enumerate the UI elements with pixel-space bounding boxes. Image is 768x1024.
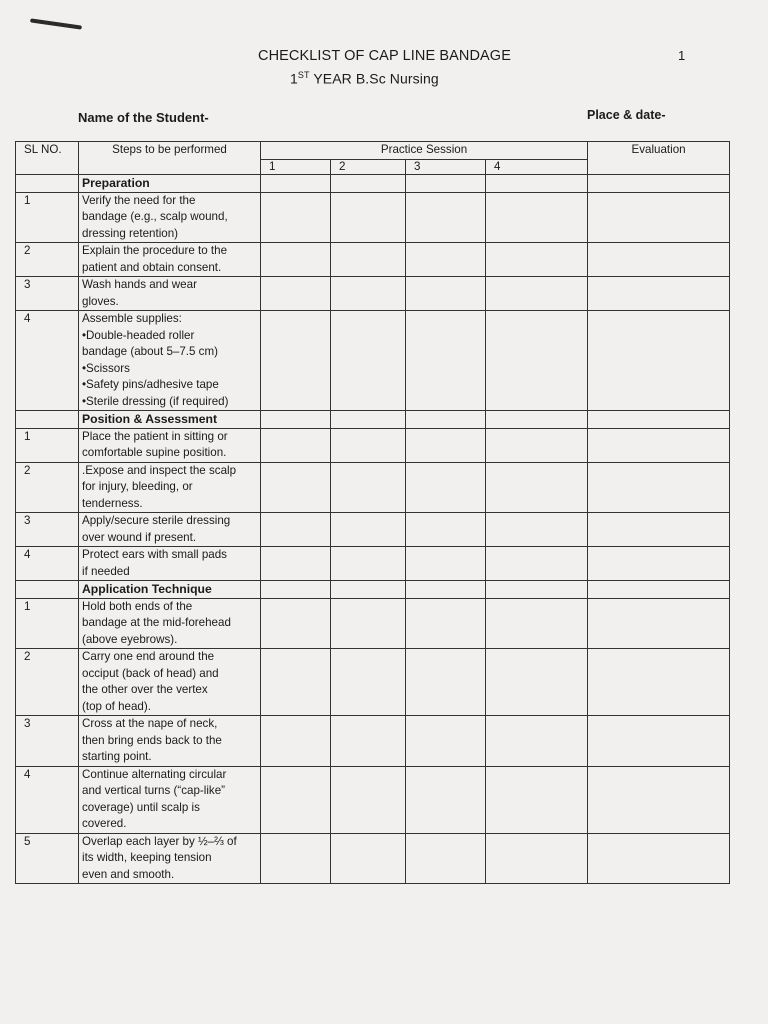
practice-cell[interactable] xyxy=(331,649,406,716)
step-text xyxy=(79,766,261,833)
step-line: Verify the need for the xyxy=(82,193,196,207)
practice-cell[interactable] xyxy=(261,833,331,884)
practice-cell[interactable] xyxy=(406,547,486,581)
step-line: comfortable supine position. xyxy=(82,446,227,459)
section-sl-cell xyxy=(16,411,79,429)
table-row xyxy=(16,547,730,581)
course-name: YEAR B.Sc Nursing xyxy=(309,70,439,87)
step-line: Apply/secure sterile dressing xyxy=(82,514,231,527)
practice-cell[interactable] xyxy=(486,833,588,884)
evaluation-cell[interactable] xyxy=(588,513,730,547)
practice-cell[interactable] xyxy=(331,513,406,547)
step-line: bandage (about 5–7.5 cm) xyxy=(82,345,219,358)
step-number: 3 xyxy=(16,716,79,767)
evaluation-cell[interactable] xyxy=(588,462,730,513)
practice-cell[interactable] xyxy=(406,513,486,547)
table-row xyxy=(16,766,730,833)
practice-cell[interactable] xyxy=(486,598,588,649)
session-4: 4 xyxy=(486,160,588,175)
evaluation-cell[interactable] xyxy=(588,277,730,311)
practice-cell[interactable] xyxy=(331,598,406,649)
step-line: •Scissors xyxy=(82,361,130,375)
step-text xyxy=(79,192,261,243)
practice-cell[interactable] xyxy=(261,192,331,243)
step-text xyxy=(79,277,261,311)
evaluation-cell[interactable] xyxy=(588,175,730,193)
step-line: Cross at the nape of neck, xyxy=(82,717,218,730)
table-row xyxy=(16,649,730,716)
practice-cell[interactable] xyxy=(261,243,331,277)
step-text xyxy=(79,428,261,462)
step-line: gloves. xyxy=(82,294,119,308)
practice-cell[interactable] xyxy=(261,277,331,311)
practice-cell[interactable] xyxy=(486,581,588,599)
practice-cell[interactable] xyxy=(406,277,486,311)
table-row xyxy=(16,243,730,277)
step-line: Continue alternating circular xyxy=(82,767,227,781)
step-text xyxy=(79,833,261,884)
step-line: tenderness. xyxy=(82,496,143,510)
practice-cell[interactable] xyxy=(261,462,331,513)
practice-cell[interactable] xyxy=(406,581,486,599)
checklist-table xyxy=(15,141,730,884)
pen-mark xyxy=(30,18,82,29)
practice-cell[interactable] xyxy=(331,462,406,513)
header-sl-no: SL NO. xyxy=(16,142,79,175)
place-date-label: Place & date- xyxy=(587,108,666,122)
table-row xyxy=(16,428,730,462)
practice-cell[interactable] xyxy=(486,175,588,193)
practice-cell[interactable] xyxy=(486,311,588,411)
practice-cell[interactable] xyxy=(486,716,588,767)
step-number: 1 xyxy=(16,192,79,243)
practice-cell[interactable] xyxy=(331,833,406,884)
practice-cell[interactable] xyxy=(261,649,331,716)
step-line: patient and obtain consent. xyxy=(82,260,222,274)
practice-cell[interactable] xyxy=(406,716,486,767)
practice-cell[interactable] xyxy=(261,175,331,193)
step-number: 1 xyxy=(16,428,79,462)
section-sl-cell xyxy=(16,175,79,193)
evaluation-cell[interactable] xyxy=(588,192,730,243)
practice-cell[interactable] xyxy=(486,547,588,581)
practice-cell[interactable] xyxy=(331,311,406,411)
practice-cell[interactable] xyxy=(261,311,331,411)
step-line: if needed xyxy=(82,564,130,578)
practice-cell[interactable] xyxy=(331,547,406,581)
evaluation-cell[interactable] xyxy=(588,243,730,277)
header-steps: Steps to be performed xyxy=(79,142,261,175)
year-number: 1 xyxy=(290,70,298,87)
step-line: (above eyebrows). xyxy=(82,632,178,646)
section-sl-cell xyxy=(16,581,79,599)
step-line: Explain the procedure to the xyxy=(82,244,228,257)
table-row xyxy=(16,513,730,547)
practice-cell[interactable] xyxy=(406,462,486,513)
header-row xyxy=(16,142,730,160)
practice-cell[interactable] xyxy=(406,766,486,833)
practice-cell[interactable] xyxy=(406,598,486,649)
session-2: 2 xyxy=(331,160,406,175)
table-row xyxy=(16,716,730,767)
practice-cell[interactable] xyxy=(486,192,588,243)
practice-cell[interactable] xyxy=(261,581,331,599)
step-line: Assemble supplies: xyxy=(82,312,182,325)
step-line: even and smooth. xyxy=(82,867,175,881)
step-line: Hold both ends of the xyxy=(82,599,193,613)
step-text xyxy=(79,311,261,411)
practice-cell[interactable] xyxy=(261,766,331,833)
step-line: •Safety pins/adhesive tape xyxy=(82,378,219,391)
step-line: and vertical turns (“cap-like” xyxy=(82,784,226,797)
practice-cell[interactable] xyxy=(331,243,406,277)
session-3: 3 xyxy=(406,160,486,175)
title-line-1: CHECKLIST OF CAP LINE BANDAGE xyxy=(258,48,511,64)
step-line: over wound if present. xyxy=(82,530,197,544)
step-text xyxy=(79,513,261,547)
step-line: for injury, bleeding, or xyxy=(82,480,193,493)
practice-cell[interactable] xyxy=(406,311,486,411)
evaluation-cell[interactable] xyxy=(588,547,730,581)
practice-cell[interactable] xyxy=(486,277,588,311)
practice-cell[interactable] xyxy=(406,428,486,462)
practice-cell[interactable] xyxy=(331,411,406,429)
step-number: 4 xyxy=(16,547,79,581)
practice-cell[interactable] xyxy=(331,428,406,462)
step-line: coverage) until scalp is xyxy=(82,800,200,814)
practice-cell[interactable] xyxy=(331,716,406,767)
practice-cell[interactable] xyxy=(406,175,486,193)
section-title: Position & Assessment xyxy=(79,411,261,429)
practice-cell[interactable] xyxy=(486,513,588,547)
step-line: •Sterile dressing (if required) xyxy=(82,394,229,408)
step-text xyxy=(79,716,261,767)
table-row xyxy=(16,462,730,513)
evaluation-cell[interactable] xyxy=(588,428,730,462)
section-row xyxy=(16,581,730,599)
step-number: 4 xyxy=(16,766,79,833)
practice-cell[interactable] xyxy=(406,411,486,429)
practice-cell[interactable] xyxy=(406,192,486,243)
practice-cell[interactable] xyxy=(261,411,331,429)
step-line: •Double-headed roller xyxy=(82,328,195,342)
practice-cell[interactable] xyxy=(406,649,486,716)
step-line: .Expose and inspect the scalp xyxy=(82,463,237,477)
step-line: Overlap each layer by ½–⅔ of xyxy=(82,834,237,848)
practice-cell[interactable] xyxy=(331,766,406,833)
step-number: 4 xyxy=(16,311,79,411)
evaluation-cell[interactable] xyxy=(588,716,730,767)
step-number: 2 xyxy=(16,462,79,513)
step-line: bandage at the mid-forehead xyxy=(82,616,231,629)
evaluation-cell[interactable] xyxy=(588,311,730,411)
step-line: the other over the vertex xyxy=(82,683,208,696)
practice-cell[interactable] xyxy=(261,547,331,581)
table-row xyxy=(16,311,730,411)
step-line: dressing retention) xyxy=(82,226,179,240)
practice-cell[interactable] xyxy=(261,598,331,649)
evaluation-cell[interactable] xyxy=(588,581,730,599)
step-number: 5 xyxy=(16,833,79,884)
practice-cell[interactable] xyxy=(486,766,588,833)
table-row xyxy=(16,192,730,243)
practice-cell[interactable] xyxy=(261,428,331,462)
step-text xyxy=(79,243,261,277)
practice-cell[interactable] xyxy=(486,428,588,462)
step-line: Carry one end around the xyxy=(82,650,215,663)
step-number: 1 xyxy=(16,598,79,649)
year-suffix: ST xyxy=(297,70,310,80)
practice-cell[interactable] xyxy=(331,192,406,243)
table-row xyxy=(16,598,730,649)
evaluation-cell[interactable] xyxy=(588,833,730,884)
step-number: 3 xyxy=(16,277,79,311)
step-text xyxy=(79,547,261,581)
step-number: 2 xyxy=(16,243,79,277)
practice-cell[interactable] xyxy=(486,243,588,277)
step-line: occiput (back of head) and xyxy=(82,666,219,680)
header-evaluation: Evaluation xyxy=(588,142,730,175)
practice-cell[interactable] xyxy=(486,649,588,716)
section-row xyxy=(16,411,730,429)
page-number: 1 xyxy=(678,48,686,63)
step-line: starting point. xyxy=(82,750,152,763)
step-line: Protect ears with small pads xyxy=(82,548,227,561)
practice-cell[interactable] xyxy=(406,243,486,277)
section-row xyxy=(16,175,730,193)
step-line: Place the patient in sitting or xyxy=(82,429,228,443)
evaluation-cell[interactable] xyxy=(588,649,730,716)
step-text xyxy=(79,649,261,716)
practice-cell[interactable] xyxy=(331,277,406,311)
step-line: its width, keeping tension xyxy=(82,851,212,864)
step-line: bandage (e.g., scalp wound, xyxy=(82,210,228,223)
step-text xyxy=(79,598,261,649)
step-number: 3 xyxy=(16,513,79,547)
practice-cell[interactable] xyxy=(486,462,588,513)
step-line: then bring ends back to the xyxy=(82,733,222,747)
practice-cell[interactable] xyxy=(331,581,406,599)
practice-cell[interactable] xyxy=(406,833,486,884)
evaluation-cell[interactable] xyxy=(588,411,730,429)
session-1: 1 xyxy=(261,160,331,175)
step-text xyxy=(79,462,261,513)
practice-cell[interactable] xyxy=(261,513,331,547)
header-practice-session: Practice Session xyxy=(261,142,588,160)
practice-cell[interactable] xyxy=(486,411,588,429)
practice-cell[interactable] xyxy=(261,716,331,767)
table-row xyxy=(16,833,730,884)
section-title: Preparation xyxy=(79,175,261,193)
section-title: Application Technique xyxy=(79,581,261,599)
title-line-2 xyxy=(290,70,439,87)
step-line: covered. xyxy=(82,817,127,830)
evaluation-cell[interactable] xyxy=(588,598,730,649)
step-line: (top of head). xyxy=(82,699,151,713)
evaluation-cell[interactable] xyxy=(588,766,730,833)
table-row xyxy=(16,277,730,311)
practice-cell[interactable] xyxy=(331,175,406,193)
student-name-label: Name of the Student- xyxy=(78,110,209,125)
step-number: 2 xyxy=(16,649,79,716)
step-line: Wash hands and wear xyxy=(82,278,197,291)
